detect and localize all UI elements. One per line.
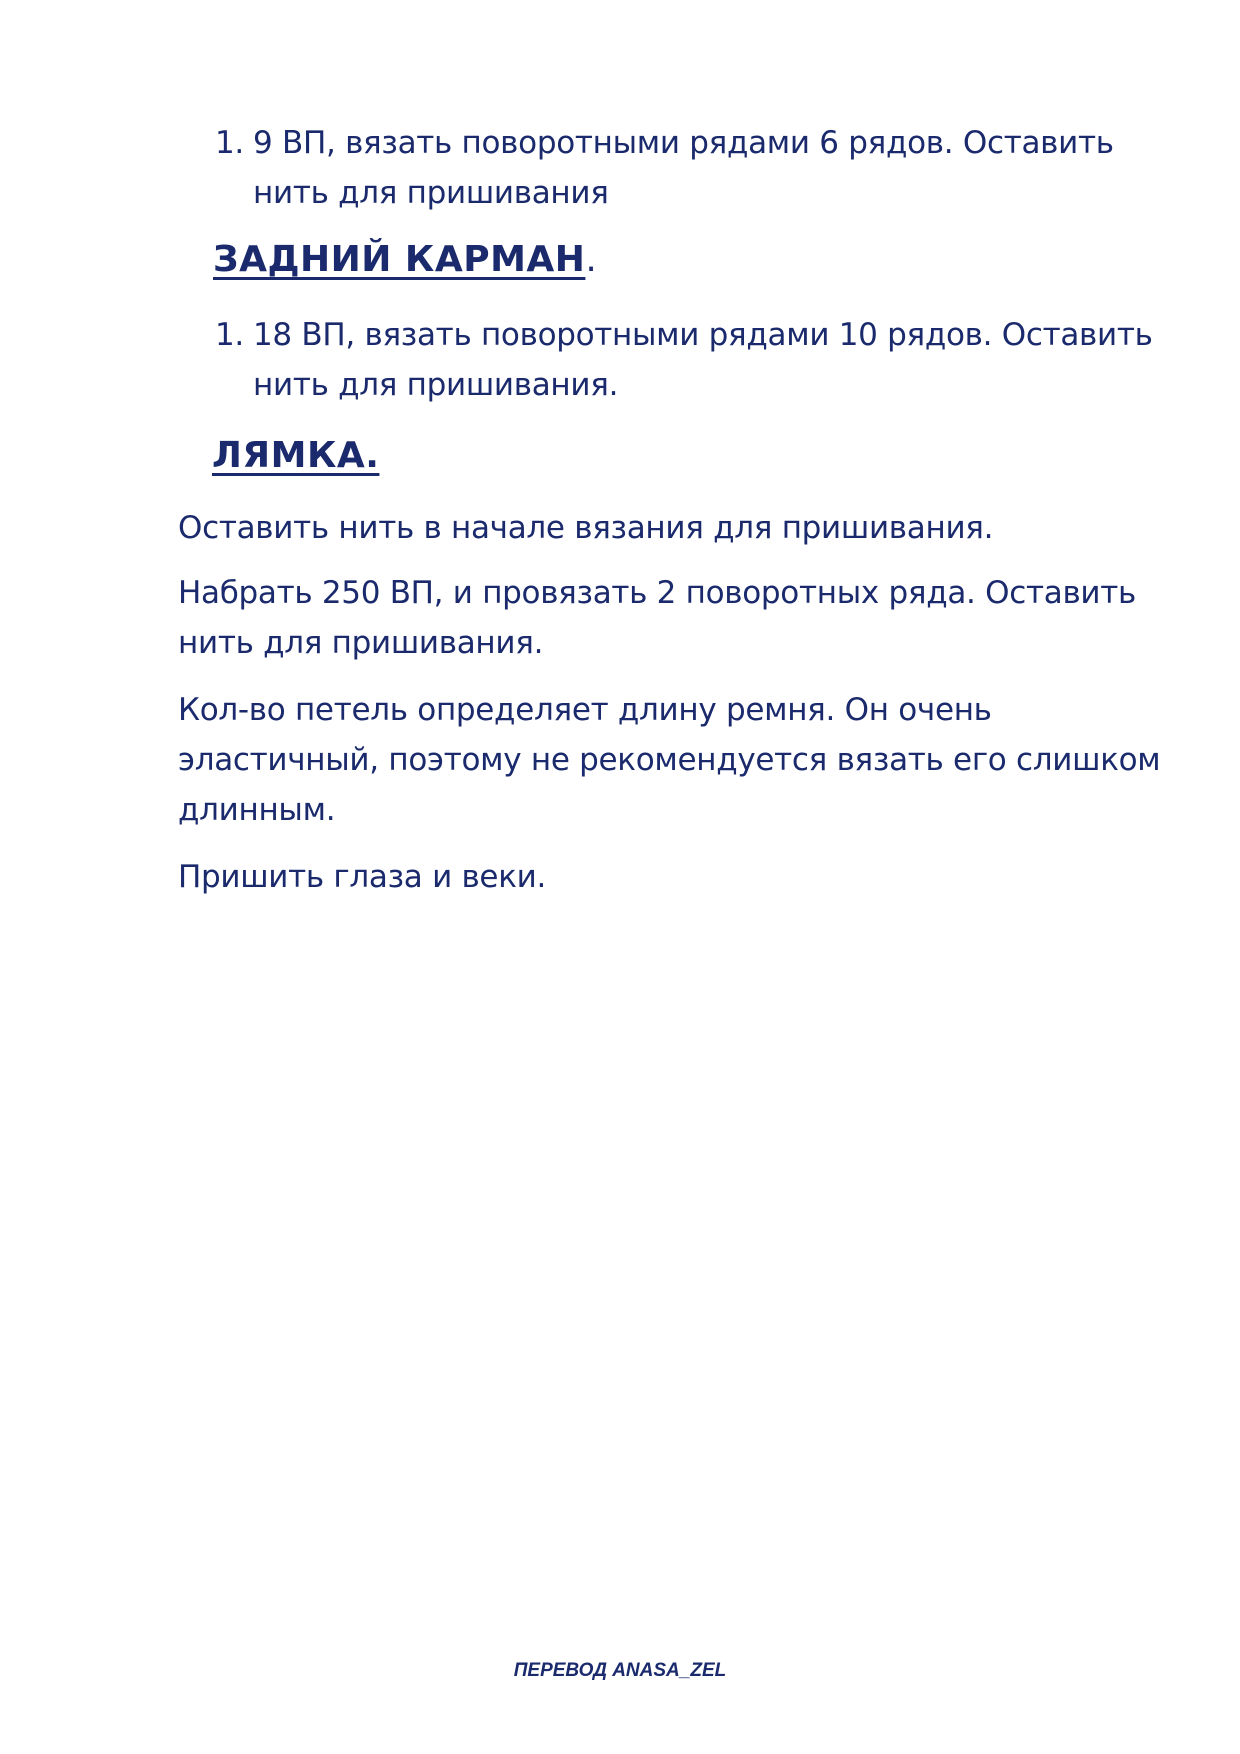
list-item	[215, 118, 1175, 218]
paragraph: Пришить глаза и веки.	[178, 859, 547, 895]
heading-text: ЗАДНИЙ КАРМАН	[213, 239, 586, 280]
list-item-text: 9 ВП, вязать поворотными рядами 6 рядов. Оставить нить для пришивания	[253, 125, 1114, 211]
heading-text: ЛЯМКА.	[212, 435, 380, 476]
footer-credit: ПЕРЕВОД ANASA_ZEL	[513, 1660, 727, 1681]
list-number: 1.	[215, 317, 244, 353]
heading-suffix: .	[585, 239, 598, 280]
list-item	[215, 310, 1175, 410]
section-heading-back-pocket	[213, 238, 597, 282]
list-number: 1.	[215, 125, 244, 161]
paragraph: Оставить нить в начале вязания для пришивания.	[178, 510, 994, 546]
section-heading-strap	[212, 434, 379, 478]
list-item-text: 18 ВП, вязать поворотными рядами 10 рядов. Оставить нить для пришивания.	[253, 317, 1153, 403]
paragraph: Кол-во петель определяет длину ремня. Он очень эластичный, поэтому не рекомендуется вязать его слишком длинным.	[178, 692, 1161, 828]
paragraph: Набрать 250 ВП, и провязать 2 поворотных ряда. Оставить нить для пришивания.	[178, 575, 1136, 661]
